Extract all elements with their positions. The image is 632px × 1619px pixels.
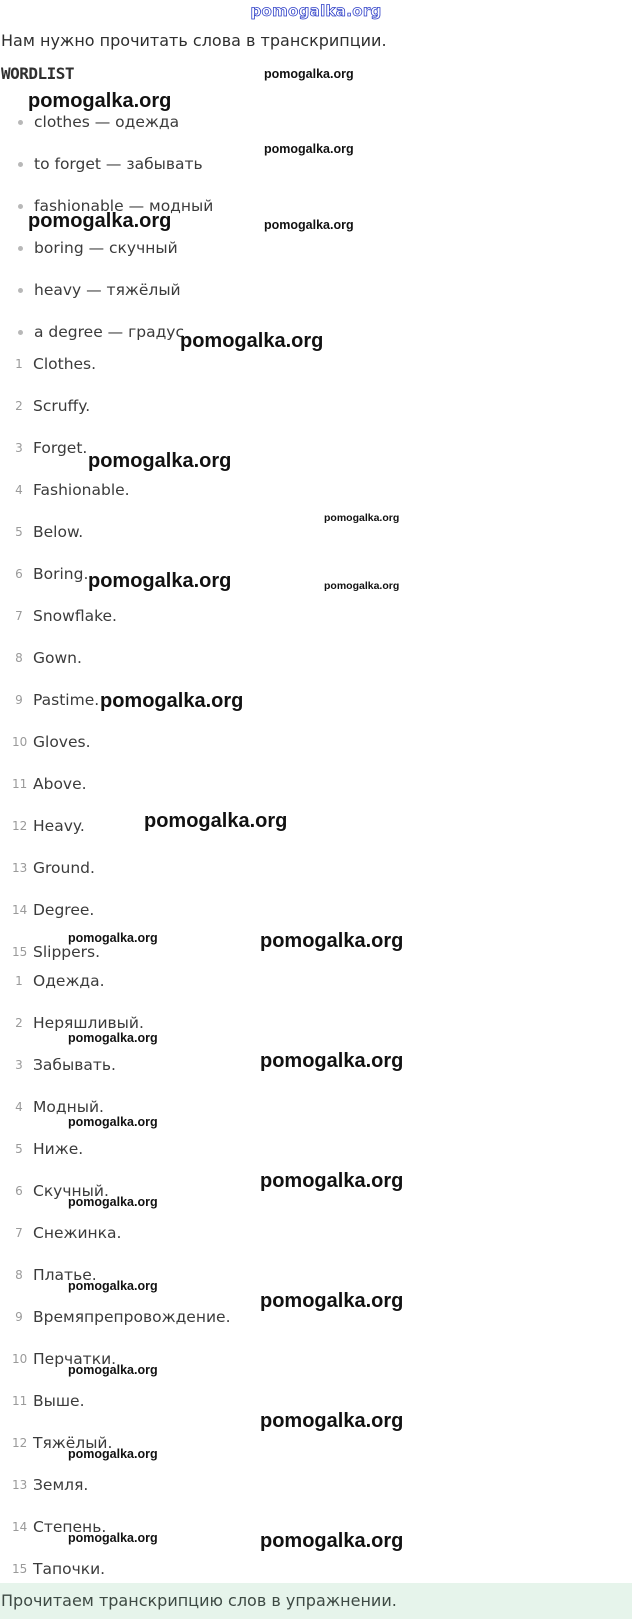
- watermark: pomogalka.org: [260, 930, 404, 952]
- list-word: Clothes.: [33, 355, 97, 373]
- list-word: Забывать.: [33, 1056, 116, 1074]
- watermark: pomogalka.org: [68, 1531, 158, 1545]
- list-number: 3: [15, 1058, 23, 1072]
- site-watermark-header: pomogalka.org: [250, 2, 382, 20]
- list-number: 11: [12, 1394, 28, 1408]
- wordlist-item-text: boring — скучный: [34, 239, 178, 257]
- list-word: Скучный.: [33, 1182, 109, 1200]
- list-number: 4: [15, 483, 23, 497]
- list-number: 2: [15, 1016, 23, 1030]
- list-number: 14: [12, 903, 28, 917]
- watermark: pomogalka.org: [68, 1363, 158, 1377]
- bullet-icon: [18, 120, 23, 125]
- list-word: Ground.: [33, 859, 95, 877]
- watermark: pomogalka.org: [68, 1195, 158, 1209]
- list-number: 9: [15, 693, 23, 707]
- watermark: pomogalka.org: [324, 512, 400, 524]
- russian-list-item: [12, 1056, 116, 1074]
- list-number: 11: [12, 777, 28, 791]
- list-number: 10: [12, 1352, 28, 1366]
- list-word: Тяжёлый.: [33, 1434, 113, 1452]
- list-number: 10: [12, 735, 28, 749]
- wordlist-item: [14, 281, 181, 299]
- russian-list-item: [12, 1392, 85, 1410]
- watermark: pomogalka.org: [260, 1410, 404, 1432]
- russian-list-item: [12, 1476, 88, 1494]
- watermark: pomogalka.org: [68, 1279, 158, 1293]
- list-word: Модный.: [33, 1098, 104, 1116]
- english-list-item: [12, 565, 88, 583]
- list-word: Snowflake.: [33, 607, 117, 625]
- wordlist-title: WORDLIST: [1, 64, 75, 83]
- watermark: pomogalka.org: [68, 931, 158, 945]
- english-list-item: [12, 649, 82, 667]
- watermark: pomogalka.org: [144, 810, 288, 832]
- list-number: 12: [12, 819, 28, 833]
- bullet-icon: [18, 162, 23, 167]
- list-word: Выше.: [33, 1392, 85, 1410]
- list-number: 7: [15, 609, 23, 623]
- list-number: 8: [15, 651, 23, 665]
- english-list-item: [12, 775, 87, 793]
- wordlist-item-text: to forget — забывать: [34, 155, 203, 173]
- list-word: Slippers.: [33, 943, 101, 961]
- list-number: 13: [12, 861, 28, 875]
- watermark: pomogalka.org: [68, 1031, 158, 1045]
- list-number: 9: [15, 1310, 23, 1324]
- russian-list-item: [12, 1224, 121, 1242]
- wordlist-item-text: fashionable — модный: [34, 197, 214, 215]
- list-word: Снежинка.: [33, 1224, 122, 1242]
- watermark: pomogalka.org: [28, 210, 172, 232]
- list-number: 13: [12, 1478, 28, 1492]
- intro-text: Нам нужно прочитать слова в транскрипции.: [1, 31, 387, 50]
- english-list-item: [12, 523, 83, 541]
- russian-list-item: [12, 1014, 144, 1032]
- list-word: Forget.: [33, 439, 88, 457]
- english-list-item: [12, 397, 90, 415]
- list-word: Перчатки.: [33, 1350, 117, 1368]
- bullet-icon: [18, 288, 23, 293]
- list-word: Тапочки.: [33, 1560, 106, 1578]
- watermark: pomogalka.org: [28, 90, 172, 112]
- list-number: 14: [12, 1520, 28, 1534]
- list-number: 1: [15, 357, 23, 371]
- russian-list-item: [12, 972, 105, 990]
- list-number: 1: [15, 974, 23, 988]
- wordlist-item-text: a degree — градус: [34, 323, 184, 341]
- english-list-item: [12, 607, 117, 625]
- list-number: 6: [15, 567, 23, 581]
- list-word: Земля.: [33, 1476, 89, 1494]
- list-number: 15: [12, 945, 28, 959]
- english-list-item: [12, 355, 96, 373]
- list-word: Above.: [33, 775, 87, 793]
- wordlist-item: [14, 239, 178, 257]
- list-word: Pastime.: [33, 691, 100, 709]
- watermark: pomogalka.org: [264, 142, 354, 156]
- watermark: pomogalka.org: [88, 570, 232, 592]
- russian-list-item: [12, 1308, 231, 1326]
- list-number: 7: [15, 1226, 23, 1240]
- list-number: 6: [15, 1184, 23, 1198]
- watermark: pomogalka.org: [88, 450, 232, 472]
- watermark: pomogalka.org: [68, 1447, 158, 1461]
- english-list-item: [12, 481, 130, 499]
- list-word: Gown.: [33, 649, 82, 667]
- english-list-item: [12, 733, 91, 751]
- watermark: pomogalka.org: [264, 218, 354, 232]
- russian-list-item: [12, 1140, 83, 1158]
- footer-banner: [0, 1583, 632, 1619]
- list-word: Below.: [33, 523, 84, 541]
- watermark: pomogalka.org: [180, 330, 324, 352]
- list-word: Степень.: [33, 1518, 107, 1536]
- list-word: Boring.: [33, 565, 89, 583]
- list-word: Gloves.: [33, 733, 91, 751]
- list-number: 15: [12, 1562, 28, 1576]
- list-number: 2: [15, 399, 23, 413]
- english-list-item: [12, 691, 99, 709]
- bullet-icon: [18, 204, 23, 209]
- wordlist-item: [14, 323, 184, 341]
- list-number: 3: [15, 441, 23, 455]
- wordlist-item-text: clothes — одежда: [34, 113, 180, 131]
- english-list-item: [12, 817, 85, 835]
- english-list-item: [12, 439, 87, 457]
- list-word: Heavy.: [33, 817, 85, 835]
- russian-list-item: [12, 1098, 104, 1116]
- watermark: pomogalka.org: [260, 1290, 404, 1312]
- watermark: pomogalka.org: [260, 1530, 404, 1552]
- list-word: Fashionable.: [33, 481, 130, 499]
- watermark: pomogalka.org: [68, 1115, 158, 1129]
- list-word: Времяпрепровождение.: [33, 1308, 231, 1326]
- wordlist-item: [14, 155, 203, 173]
- list-word: Ниже.: [33, 1140, 84, 1158]
- list-number: 5: [15, 1142, 23, 1156]
- list-word: Неряшливый.: [33, 1014, 144, 1032]
- bullet-icon: [18, 246, 23, 251]
- list-number: 12: [12, 1436, 28, 1450]
- footer-text: Прочитаем транскрипцию слов в упражнении.: [1, 1591, 397, 1610]
- bullet-icon: [18, 330, 23, 335]
- list-word: Scruffy.: [33, 397, 91, 415]
- watermark: pomogalka.org: [100, 690, 244, 712]
- watermark: pomogalka.org: [260, 1170, 404, 1192]
- watermark: pomogalka.org: [324, 580, 400, 592]
- english-list-item: [12, 901, 94, 919]
- wordlist-item: [14, 113, 179, 131]
- wordlist-item-text: heavy — тяжёлый: [34, 281, 181, 299]
- watermark: pomogalka.org: [260, 1050, 404, 1072]
- english-list-item: [12, 859, 95, 877]
- list-word: Платье.: [33, 1266, 97, 1284]
- list-number: 8: [15, 1268, 23, 1282]
- list-word: Одежда.: [33, 972, 105, 990]
- list-number: 4: [15, 1100, 23, 1114]
- russian-list-item: [12, 1560, 105, 1578]
- list-number: 5: [15, 525, 23, 539]
- list-word: Degree.: [33, 901, 95, 919]
- watermark: pomogalka.org: [264, 67, 354, 81]
- english-list-item: [12, 943, 100, 961]
